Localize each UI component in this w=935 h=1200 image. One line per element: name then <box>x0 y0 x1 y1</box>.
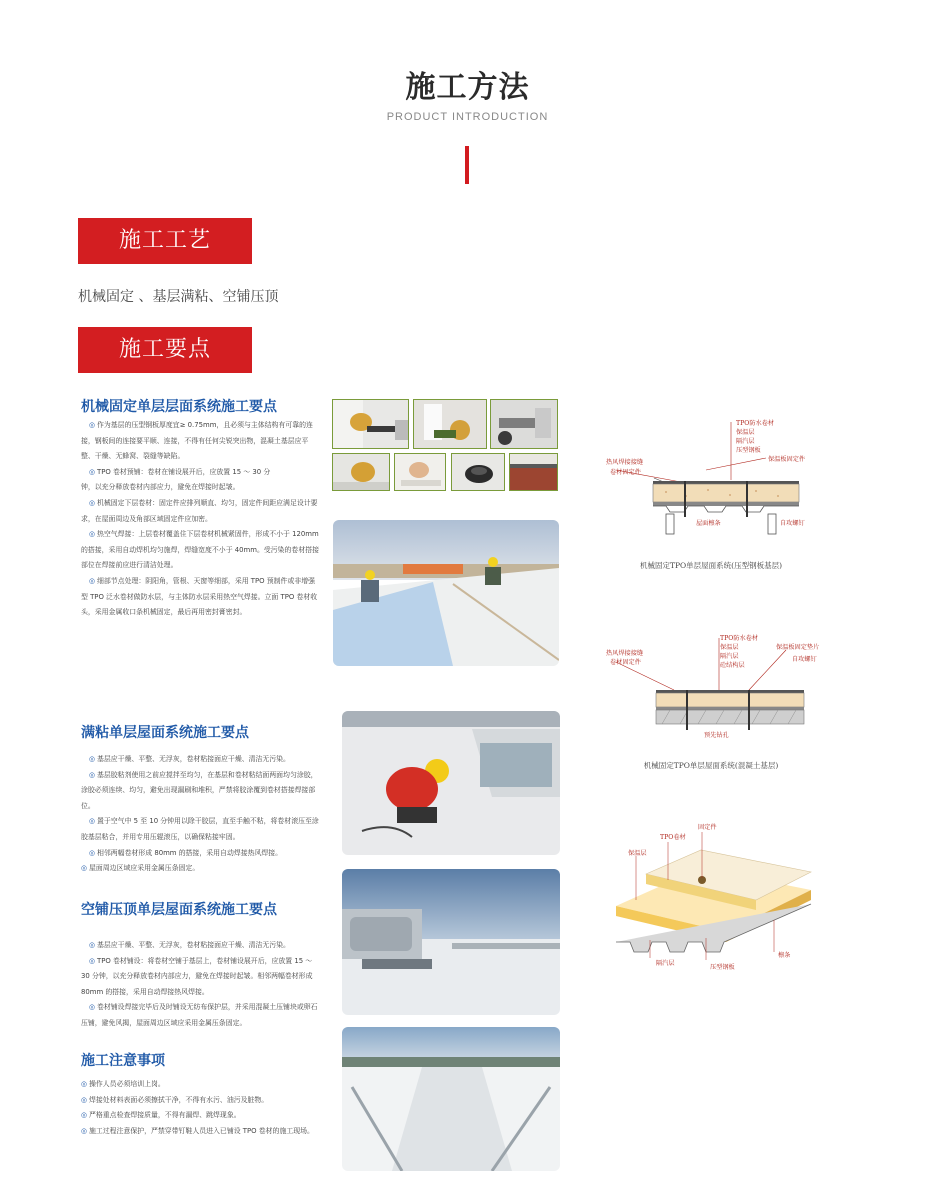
paragraph: 作为基层的压型钢板厚度宜≥ 0.75mm，且必须与主体结构有可靠的连接，钢板间的连接要平顺、连接，不得有任何尖锐突出物，混凝土基层应平整、干燥、无蜂窝、裂缝等缺陷。 <box>81 421 313 461</box>
paragraph: 卷材铺设焊接完毕后及时铺设无纺布保护层，并采用混凝土压铺块或卵石压铺，避免风揭，屋面周边区域应采用金属压条固定。 <box>81 1003 318 1027</box>
diagram-concrete <box>596 630 826 775</box>
bullet-icon: ◎ <box>89 770 96 779</box>
diagram-label: 卷材固定件 <box>610 659 641 666</box>
section-title-mechanical: 机械固定单层层面系统施工要点 <box>81 399 277 415</box>
diagram-caption: 机械固定TPO单层屋面系统(混凝土基层) <box>643 761 779 770</box>
bullet-icon: ◎ <box>89 421 96 429</box>
photo-factory-roof <box>342 1027 560 1171</box>
bullet-icon: ◎ <box>89 467 96 476</box>
diagram-label: 固定件 <box>698 824 717 831</box>
diagram-label: 保温层 <box>720 644 739 651</box>
section-body-mechanical <box>81 418 321 621</box>
diagram-label: 保温板固定件 <box>768 456 806 463</box>
paragraph: 热空气焊接：上层卷材覆盖住下层卷材机械紧固件，形成不小于 120mm 的搭接，采用自动焊机均匀施焊，焊缝宽度不小于 40mm。受污染的卷材搭接部位在焊接前应进行清洁处理。 <box>81 530 319 570</box>
photo-thumb-glove-weld <box>332 399 409 449</box>
bullet-icon: ◎ <box>89 530 96 539</box>
paragraph: 细部节点处理：阴阳角，管根、天窗等细部，采用 TPO 预制件或非增强型 TPO 泛水卷材做防水层，与主体防水层采用热空气焊接。立面 TPO 卷材收头，采用金属收口条机械固定，最后再用密封膏密封。 <box>81 576 318 617</box>
section-title-notes: 施工注意事项 <box>81 1053 165 1069</box>
diagram-label: TPO防水卷材 <box>736 420 775 427</box>
photo-workers-roof <box>333 520 559 666</box>
photo-thumb-gloves <box>332 453 390 491</box>
photo-thumb-layers <box>509 453 558 491</box>
diagram-label: 压型钢板 <box>710 964 735 971</box>
paragraph: 施工过程注意保护，严禁穿带钉鞋人员进入已铺设 TPO 卷材的施工现场。 <box>89 1126 314 1135</box>
paragraph: 基层胶粘剂使用之前应搅拌至均匀，在基层和卷材粘结面两面均匀涂胶，涂胶必须连续、均匀，避免出现漏刷和堆积，严禁将胶涂覆到卷材搭接焊接部位。 <box>81 770 318 810</box>
diagram-label: 檩条 <box>778 952 791 959</box>
photo-thumb-fastener <box>451 453 505 491</box>
diagram-label: 隔汽层 <box>656 960 675 967</box>
diagram-caption: 机械固定TPO单层屋面系统(压型钢板基层) <box>639 561 783 570</box>
diagram-label: 卷材固定件 <box>610 469 641 476</box>
diagram-label: TPO卷材 <box>660 834 686 841</box>
page-subtitle: PRODUCT INTRODUCTION <box>386 111 549 123</box>
paragraph: 焊接处材料表面必须擦拭干净，不得有水污、油污及脏物。 <box>89 1095 269 1104</box>
paragraph: TPO 卷材铺设：将卷材空铺于基层上，卷材铺设展开后，应放置 15 ～ 30 分钟，以充分释放卷材内部应力，避免在焊接时起皱。相邻两幅卷材形成 80mm 的搭接，采用自动焊接热风焊接。 <box>81 956 313 996</box>
page-title: 施工方法 <box>405 70 530 105</box>
diagram-steel-deck <box>596 410 826 580</box>
process-methods: 机械固定 、基层满粘、空铺压顶 <box>78 289 279 305</box>
diagram-label: 自攻螺钉 <box>780 520 805 527</box>
paragraph: 基层应干燥、平整、无浮灰，卷材粘接面应干燥、清洁无污染。 <box>97 941 290 949</box>
bullet-icon: ◎ <box>81 1080 88 1088</box>
paragraph: 基层应干燥、平整、无浮灰，卷材粘接面应干燥、清洁无污染。 <box>97 755 290 763</box>
bullet-icon: ◎ <box>89 1003 96 1012</box>
bullet-icon: ◎ <box>89 848 96 857</box>
diagram-label: 保温层 <box>736 429 755 436</box>
diagram-label: 压型钢板 <box>736 447 761 454</box>
bullet-icon: ◎ <box>89 817 96 826</box>
paragraph: 置于空气中 5 至 10 分钟用以除干胶层，直至手触不粘，将卷材滚压至涂胶基层粘合，并用专用压辊滚压，以确保粘接牢固。 <box>81 817 319 841</box>
photo-worker-red <box>342 711 560 855</box>
diagram-label: 保温板固定垫片 <box>776 644 820 651</box>
diagram-isometric <box>606 820 826 970</box>
diagram-label: 预先钻孔 <box>704 732 729 739</box>
section-body-notes <box>81 1077 321 1139</box>
diagram-label: 热风焊接接缝 <box>606 459 644 466</box>
title-divider <box>465 146 469 184</box>
bullet-icon: ◎ <box>89 498 96 507</box>
paragraph: 机械固定下层卷材：固定件应排列顺直、均匀，固定件间距应满足设计要求，在屋面周边及角部区域固定件应加密。 <box>81 498 318 523</box>
paragraph: 屋面周边区域应采用金属压条固定。 <box>89 864 200 873</box>
section-body-ballasted <box>81 938 321 1032</box>
section-title-ballasted: 空铺压顶单层屋面系统施工要点 <box>81 902 277 918</box>
diagram-label: TPO防水卷材 <box>720 635 759 642</box>
bullet-icon: ◎ <box>89 956 96 965</box>
diagram-label: 砼结构层 <box>720 662 745 669</box>
paragraph: 相邻两幅卷材形成 80mm 的搭接，采用自动焊接热风焊接。 <box>97 848 283 857</box>
paragraph: 严格重点检查焊接质量，不得有漏焊、跳焊现象。 <box>89 1111 241 1120</box>
photo-thumb-drill <box>490 399 558 449</box>
bullet-icon: ◎ <box>89 941 96 949</box>
photo-thumb-hand <box>394 453 446 491</box>
bullet-icon: ◎ <box>81 1095 88 1104</box>
photo-roof-vents <box>342 869 560 1015</box>
paragraph: 钟，以充分释放卷材内部应力，避免在焊接时起皱。 <box>81 483 240 492</box>
diagram-label: 屋面檩条 <box>696 520 721 527</box>
paragraph: TPO 卷材预铺：卷材在铺设展开后，应放置 15 ～ 30 分 <box>97 467 271 476</box>
section-title-adhered: 满粘单层屋面系统施工要点 <box>81 725 249 741</box>
diagram-label: 自攻螺钉 <box>792 656 817 663</box>
diagram-label: 隔汽层 <box>736 438 755 445</box>
paragraph: 操作人员必须培训上岗。 <box>89 1080 165 1088</box>
bullet-icon: ◎ <box>89 755 96 763</box>
photo-thumb-tool <box>413 399 487 449</box>
diagram-label: 隔汽层 <box>720 653 739 660</box>
keypoints-tag: 施工要点 <box>78 327 252 373</box>
bullet-icon: ◎ <box>89 576 96 585</box>
bullet-icon: ◎ <box>81 864 88 873</box>
process-tag: 施工工艺 <box>78 218 252 264</box>
section-body-adhered <box>81 752 321 877</box>
diagram-label: 热风焊接接缝 <box>606 650 644 657</box>
diagram-label: 保温层 <box>628 850 647 857</box>
bullet-icon: ◎ <box>81 1111 88 1120</box>
bullet-icon: ◎ <box>81 1126 88 1135</box>
